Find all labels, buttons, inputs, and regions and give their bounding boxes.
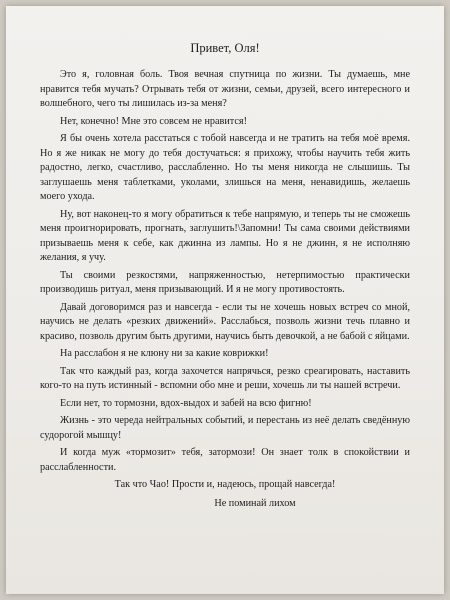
letter-body	[40, 40, 410, 511]
letter-paragraph-4: Ну, вот наконец-то я могу обратиться к тебе напрямую, и теперь ты не сможешь меня проигнорировать, прогнать, заглушить!\Запомни! Ты сама своими действиями призываешь меня к себе, как джинна из лампы. Но я не джинн, я не исполняю желания, я учу.	[40, 208, 410, 263]
letter-paragraph-9: Если нет, то тормозни, вдох-выдох и забей на всю фигню!	[60, 397, 312, 409]
letter-paragraph-12: Так что Чао! Прости и, надеюсь, прощай навсегда!	[114, 479, 336, 490]
letter-paragraph-1: Это я, головная боль. Твоя вечная спутница по жизни. Ты думаешь, мне нравится тебя мучать? Отрывать тебя от жизни, семьи, друзей, всего интересного и волшебного, чего ты лишилась из-за меня?	[40, 69, 410, 109]
letter-paper	[6, 6, 444, 594]
letter-paragraph-5: Ты своими резкостями, напряженностью, нетерпимостью практически производишь ритуал, меня призывающий. И я не могу противостоять.	[40, 269, 410, 295]
letter-paragraph-10: Жизнь - это череда нейтральных событий, и перестань из неё делать сведённую судорогой мышцу!	[40, 415, 410, 441]
letter-paragraph-7: На расслабон я не клюну ни за какие коврижки!	[60, 348, 269, 359]
letter-paragraph-2: Нет, конечно! Мне это совсем не нравится!	[60, 115, 247, 127]
letter-greeting: Привет, Оля!	[190, 41, 260, 55]
letter-paragraph-8: Так что каждый раз, когда захочется напрячься, резко среагировать, наставить кого-то на путь истинный - вспомни обо мне и реши, хочешь ли ты нашей встречи.	[40, 365, 410, 391]
letter-paragraph-6: Давай договоримся раз и навсегда - если ты не хочешь новых встреч со мной, научись не делать «резких движений». Расслабься, позволь жизни течь плавно и красиво, позволь другим быть другими, научись быть девочкой, а не бабой с яйцами.	[40, 301, 410, 342]
letter-signoff: Не поминай лихом	[214, 497, 296, 509]
letter-paragraph-11: И когда муж «тормозит» тебя, затормози! Он знает толк в спокойствии и расслабленности.	[40, 447, 410, 473]
letter-paragraph-3: Я бы очень хотела расстаться с тобой навсегда и не тратить на тебя моё время. Но я же никак не могу до тебя достучаться: я прихожу, чтобы научить тебя жить радостно, легко, счастливо, расслабленно. Но ты меня никогда не слышишь. Ты заглушаешь меня таблетками, уколами, злишься на меня, ненавидишь, желаешь моего ухода.	[40, 133, 410, 202]
